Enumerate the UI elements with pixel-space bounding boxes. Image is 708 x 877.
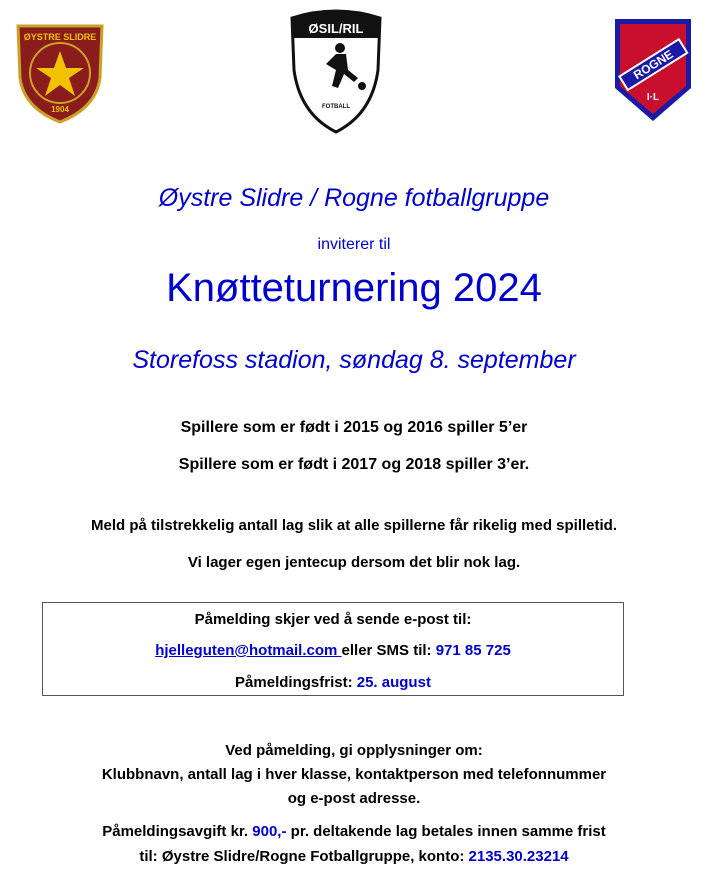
invites-text: inviterer til xyxy=(317,236,391,253)
fee-prefix: Påmeldingsavgift kr. xyxy=(102,823,253,840)
fee-suffix: pr. deltakende lag betales innen samme frist xyxy=(286,823,606,840)
note-girls-cup: Vi lager egen jentecup dersom det blir nok lag. xyxy=(187,554,521,571)
email-link[interactable]: hjelleguten@hotmail.com xyxy=(155,642,342,659)
oystre-slidre-logo xyxy=(12,18,108,126)
fee-line-2 xyxy=(0,848,708,865)
info-heading: Ved påmelding, gi opplysninger om: xyxy=(225,742,483,759)
rule-line-3er: Spillere som er født i 2017 og 2018 spiller 3’er. xyxy=(178,456,530,473)
info-line-2: og e-post adresse. xyxy=(287,790,421,807)
deadline-date: 25. august xyxy=(356,674,431,691)
signup-box xyxy=(42,602,624,696)
logo-right-letters: I·L xyxy=(646,92,660,103)
fee-amount: 900,- xyxy=(252,823,287,840)
fee-account-number: 2135.30.23214 xyxy=(468,848,569,865)
signup-contact-line xyxy=(43,642,623,659)
rogne-il-logo xyxy=(612,16,694,124)
osil-ril-logo xyxy=(288,4,384,136)
logo-left-ring-text: ØYSTRE SLIDRE xyxy=(23,32,97,42)
logo-center-bottom-text: FOTBALL xyxy=(322,104,350,110)
fee-line-1 xyxy=(0,823,708,840)
signup-deadline-line xyxy=(43,674,623,691)
sms-phone: 971 85 725 xyxy=(435,642,511,659)
note-teams: Meld på tilstrekkelig antall lag slik at alle spillerne får rikelig med spilletid. xyxy=(90,517,618,534)
deadline-label: Påmeldingsfrist: xyxy=(235,674,357,691)
signup-instruction: Påmelding skjer ved å sende e-post til: xyxy=(194,611,472,628)
venue-date: Storefoss stadion, søndag 8. september xyxy=(132,346,576,374)
event-title: Knøtteturnering 2024 xyxy=(166,266,542,310)
info-line-1: Klubbnavn, antall lag i hver klasse, kontaktperson med telefonnummer xyxy=(101,766,607,783)
logo-center-top-text: ØSIL/RIL xyxy=(308,21,364,36)
rule-line-5er: Spillere som er født i 2015 og 2016 spiller 5’er xyxy=(180,419,528,436)
logo-left-letters: I. L. xyxy=(53,75,67,84)
logo-left-year: 1904 xyxy=(51,105,69,114)
sms-label: eller SMS til: xyxy=(341,642,436,659)
fee-account-prefix: til: Øystre Slidre/Rogne Fotballgruppe, konto: xyxy=(139,848,469,865)
organizer-title: Øystre Slidre / Rogne fotballgruppe xyxy=(158,184,550,212)
logo-right-name: ROGNE xyxy=(630,47,676,83)
